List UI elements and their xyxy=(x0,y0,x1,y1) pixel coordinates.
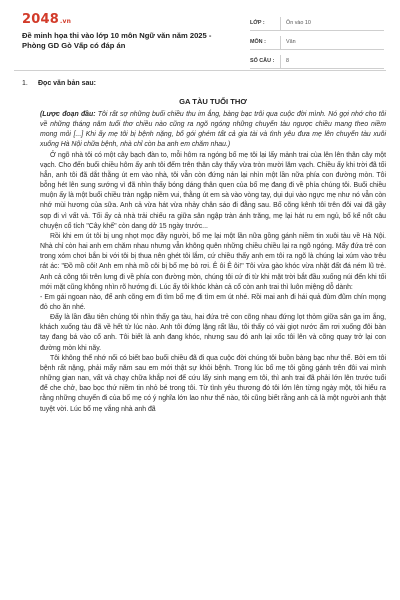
intro-paragraph xyxy=(40,110,386,151)
question-block xyxy=(22,80,386,87)
site-logo[interactable] xyxy=(22,12,71,27)
meta-value: Ôn vào 10 xyxy=(286,20,311,26)
meta-row-count xyxy=(250,54,384,69)
meta-value: 8 xyxy=(286,58,289,64)
text-title: GA TÀU TUỔI THƠ xyxy=(179,97,247,106)
meta-label: SỐ CÂU : xyxy=(250,58,275,64)
question-row xyxy=(22,80,386,87)
question-number: 1. xyxy=(22,80,28,87)
meta-value: Văn xyxy=(286,39,296,45)
reading-text xyxy=(40,97,386,415)
paragraph-3: - Em gái ngoan nào, để anh cõng em đi tìm bố mẹ đi tìm em út nhé. Rồi mai anh đi hái quả đùm đũm chín mọng đỏ cho ăn nhé. xyxy=(40,293,386,311)
document-title: Đề minh họa thi vào lớp 10 môn Ngữ văn năm 2025 - Phòng GD Gò Vấp có đáp án xyxy=(22,31,212,50)
paragraph-4: Đấy là lần đầu tiên chúng tôi nhìn thấy ga tàu, hai đứa trẻ con cõng nhau đứng lọt thỏm giữa sân ga im ắng, khách xuống tàu đã về hết từ lúc nào. Anh tôi đứng lặng rất lâu, tôi thấy có vài giọt nước ấm rơi xuống đôi bàn tay đang bá vào cổ anh. Tôi biết là anh đang khóc, nhưng sau đó anh lại xốc tôi lên và cõng quay trở lại con đường mòn khi nãy. xyxy=(40,314,386,352)
paragraph-2: Rồi khi em út tôi bị ung nhọt mọc đầy người, bố mẹ lại một lần nữa gồng gánh niềm tin xuôi tàu về Hà Nội. Nhà chỉ còn hai anh em chăm nhau nhưng vẫn không quên những chiều chiều lại ra ngõ ngóng. Mấy đứa trẻ con trong xóm chơi bắn bi với tôi bị thua nên ghét tôi lắm, cứ chiều thấy anh em tôi ra ngõ là chúng lại xúm vào trêu rát ác: "Đồ mồ côi! Anh em nhà mồ côi bị bố mẹ bỏ rơi. Ê ôi Ê ôi!" Tôi vừa gào khóc vừa nhặt đất đá ném lũ trẻ. Anh cả cõng tôi trên lưng đi về phía con đường mòn, chúng tôi cứ đi từ khi mặt trời bắt đầu xuống núi đến khi tối mới mặt cũng không nhìn rõ hướng đi. Lúc ấy tôi khóc khàn cả cổ còn anh trai thì luôn miệng dỗ dành: xyxy=(40,232,386,291)
paragraph-5: Tôi không thể nhớ nổi có biết bao buổi chiều đã đi qua cuộc đời chúng tôi buồn bàng bạc như thế. Bởi em tôi bệnh rất nặng, phải mấy năm sau em mới thật sự khỏi bệnh. Trong lúc bố mẹ tôi gồng gánh trên đôi vai mình những gian nan, vất vả chạy chữa khắp nơi để cứu lấy sinh mạng em tôi, thì anh trai đã phải lớn lên trước tuổi để che chở, bao bọc thứ niềm tin nhỏ bé trong tôi. Từ tình yêu thương đó tôi lớn lên từng ngày một, tôi hiểu ra rằng những chuyến đi của bố mẹ có ý nghĩa lớn lao như thế nào, tôi cũng biết rằng anh cả là một người anh thật tuyệt vời. Lúc bố mẹ vắng nhà anh đã xyxy=(40,354,386,413)
intro-lead: (Lược đoạn đầu: xyxy=(40,111,96,118)
logo-main: 2048 xyxy=(22,12,59,27)
header-divider xyxy=(14,70,386,71)
meta-label: LỚP : xyxy=(250,20,265,26)
meta-label: MÔN : xyxy=(250,39,266,45)
meta-row-class xyxy=(250,16,384,31)
question-label: Đọc văn bản sau: xyxy=(38,80,96,87)
paragraph-1: Ở ngõ nhà tôi có một cây bạch đàn to, mỗi hôm ra ngóng bố mẹ tôi lại lấy mảnh trai cùa lên lên thân cây một vạch. Cho đến buổi chiều hôm ấy anh tôi đếm trên thân cây thấy vừa tròn mười lăm vạch. Chiều ấy khi trời đã tối hẳn, anh tôi đã dắt thằng út em vào nhà, tôi vẫn còn đứng nán lại nhìn một lần nữa phía con đường mòn. Tôi bỗng hét lên sung sướng vì đã nhìn thấy bóng dáng thân quen của bố mẹ đang đi về phía chúng tôi. Buổi chiều muộn ấy là một buổi chiều tràn ngập niềm vui, thằng út em sà vào vòng tay, dụi dụi vào ngực mẹ như nó vẫn còn nhớ mùi hương của sữa. Anh cả vừa hát vừa nhảy chân sáo đi đằng sau. Bố cõng kênh tôi trên đôi vai đã gầy sọp đi vì vất vả. Tối ấy cả nhà trải chiếu ra giữa sân ngập tràn ánh trăng, mẹ lại hát ru em ngủ, bố kể nốt câu chuyện cổ tích "Cây khế" còn dang dở 15 ngày trước... xyxy=(40,151,386,230)
meta-row-subject xyxy=(250,35,384,50)
logo-tld: .vn xyxy=(59,18,72,25)
exam-meta-table xyxy=(250,16,384,69)
page-header xyxy=(0,0,400,78)
intro-rest: Tôi rất sợ những buổi chiều thu im ắng, bàng bạc trôi qua cuộc đời mình. Nó gợi nhớ cho tôi về những tháng năm tuổi thơ chiều nào cũng ra ngõ ngóng những chuyến tàu ngược chiều mang theo niềm mong mỏi [...] Khi ấy mẹ tôi bị bệnh nặng, bố gói ghém tất cả gia tài và tình yêu đưa mẹ lên chuyến tàu xuôi xuống Hà Nội chữa bệnh, nhà chỉ còn ba anh em chăm nhau.) xyxy=(40,111,386,149)
